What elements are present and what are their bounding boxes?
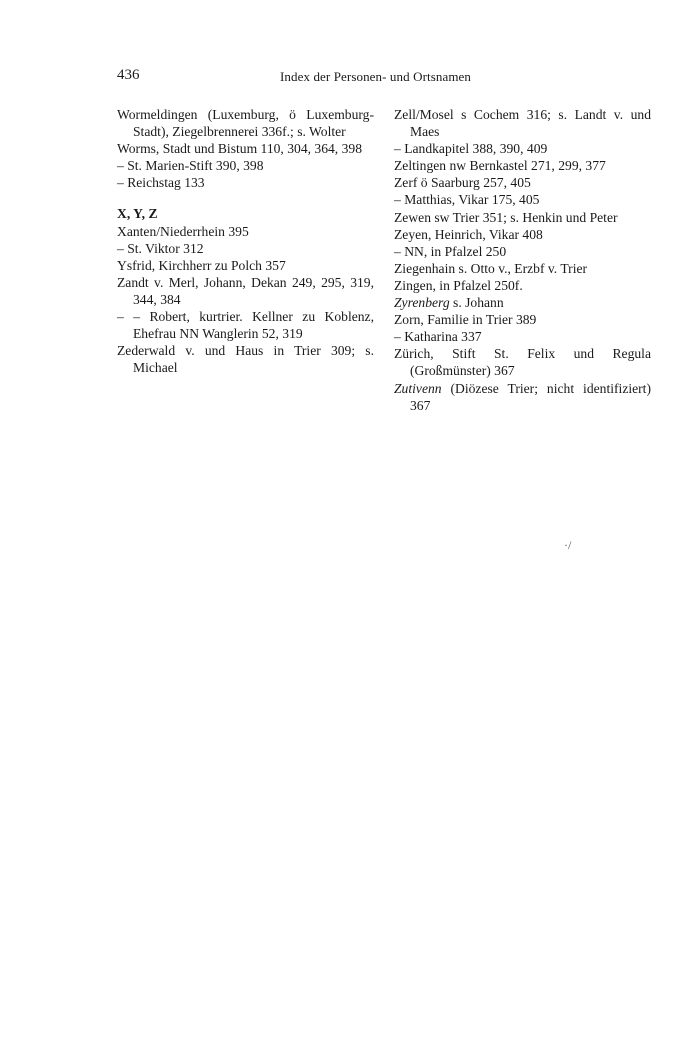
index-entry: Worms, Stadt und Bistum 110, 304, 364, 398 — [117, 141, 362, 157]
running-title: Index der Personen- und Ortsnamen — [280, 69, 472, 84]
index-entry: Zingen, in Pfalzel 250f. — [394, 277, 523, 293]
index-subentry: – Reichstag 133 — [117, 175, 205, 191]
index-entry: Zederwald v. und Haus in Trier 309; s. Michael — [117, 343, 374, 376]
index-entry: Zeyen, Heinrich, Vikar 408 — [394, 226, 543, 242]
index-column-right — [394, 106, 651, 414]
index-subentry: – Landkapitel 388, 390, 409 — [394, 141, 548, 157]
index-subentry: – St. Marien-Stift 390, 398 — [117, 158, 264, 174]
index-entry: Zandt v. Merl, Johann, Dekan 249, 295, 319, 344, 384 — [117, 274, 374, 307]
index-entry: Zell/Mosel s Cochem 316; s. Landt v. und Maes — [394, 107, 651, 140]
stray-mark: ·/ — [564, 538, 572, 552]
entry-text: s. Johann — [449, 295, 504, 311]
italic-headword: Zutivenn — [394, 380, 442, 396]
index-subentry: – Katharina 337 — [394, 329, 482, 345]
index-entry: Ziegenhain s. Otto v., Erzbf v. Trier — [394, 260, 588, 276]
index-entry: Zewen sw Trier 351; s. Henkin und Peter — [394, 209, 618, 225]
section-heading: X, Y, Z — [117, 206, 158, 222]
index-entry: Zorn, Familie in Trier 389 — [394, 312, 537, 328]
index-entry-italic-lead — [394, 294, 651, 311]
index-entry: Wormeldingen (Luxemburg, ö Luxemburg-Stadt), Ziegelbrennerei 336f.; s. Wolter — [117, 107, 374, 140]
index-entry: Xanten/Niederrhein 395 — [117, 223, 249, 239]
index-subentry: – St. Viktor 312 — [117, 240, 204, 256]
index-subentry: – – Robert, kurtrier. Kellner zu Koblenz, Ehefrau NN Wanglerin 52, 319 — [117, 309, 374, 342]
index-subentry: – NN, in Pfalzel 250 — [394, 243, 507, 259]
page-number: 436 — [117, 67, 140, 83]
index-entry-italic-lead — [394, 380, 651, 414]
index-entry: Zerf ö Saarburg 257, 405 — [394, 175, 531, 191]
index-entry: Zürich, Stift St. Felix und Regula (Großmünster) 367 — [394, 346, 651, 379]
index-entry: Ysfrid, Kirchherr zu Polch 357 — [117, 257, 286, 273]
index-subentry: – Matthias, Vikar 175, 405 — [394, 192, 540, 208]
entry-text: (Diözese Trier; nicht identifiziert) 367 — [410, 380, 651, 413]
italic-headword: Zyrenberg — [394, 295, 450, 311]
index-entry: Zeltingen nw Bernkastel 271, 299, 377 — [394, 158, 606, 174]
index-column-left — [117, 106, 374, 376]
